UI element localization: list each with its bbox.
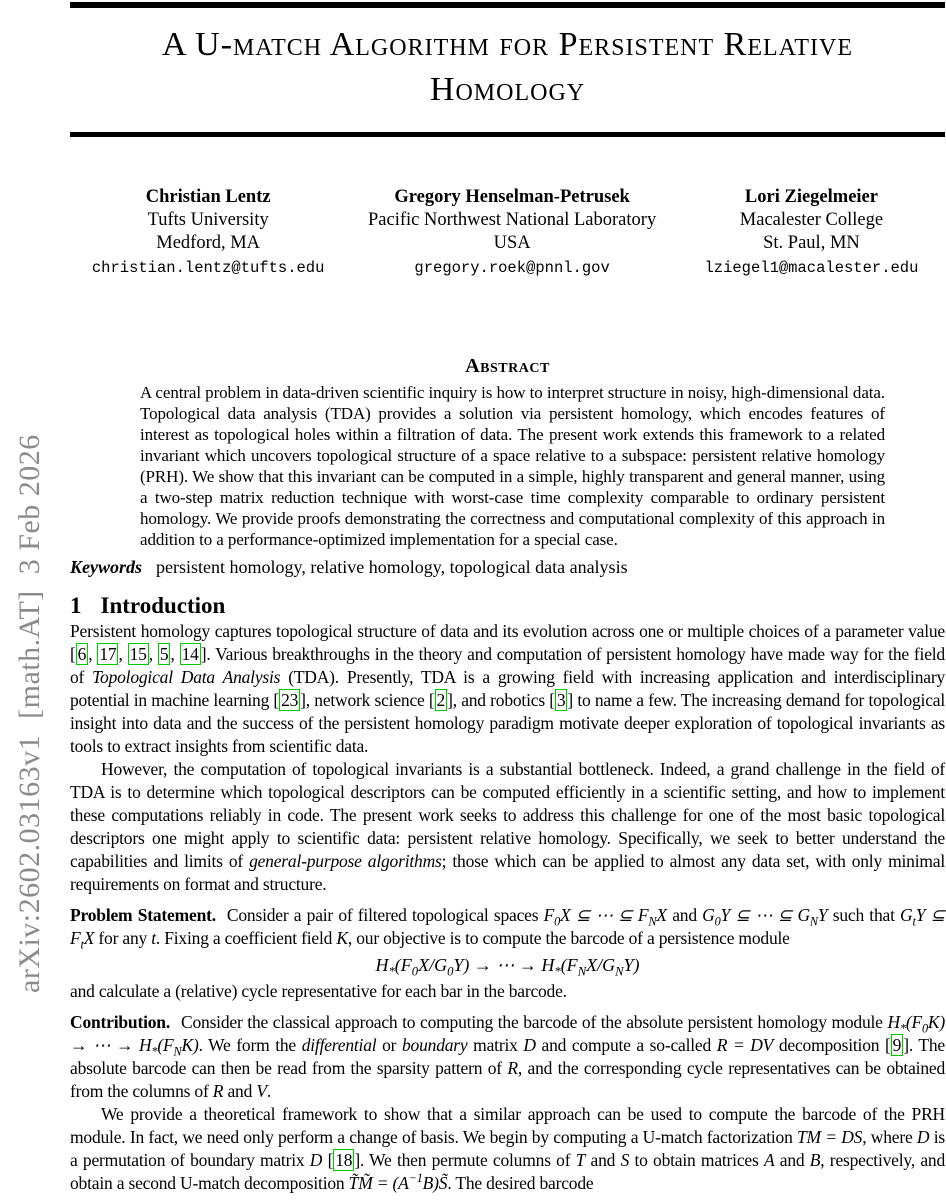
emphasized-text: boundary (402, 1035, 468, 1055)
inline-math: R = DV (716, 1035, 774, 1055)
author-1-location: Medford, MA (156, 233, 261, 253)
author-2 (346, 185, 678, 281)
title-line-1: A U-match Algorithm for Persistent Relative (162, 26, 853, 63)
intro-paragraph-2: However, the computation of topological invariants is a substantial bottleneck. Indeed, a grand challenge in the field of TDA is to determine which topological descriptors can be computed efficiently in a scientific setting, and how to implement these computations reliably in code. The present work seeks to address this challenge for one of the most basic topological descriptors one might apply to scientific data: persistent relative homology. Specifically, we seek to better understand the capabilities and limits of general-purpose algorithms; those which can be applied to almost any data set, with only minimal requirements on format and structure. (70, 759, 946, 894)
intro-paragraph-1: Persistent homology captures topological structure of data and its evolution across one or multiple choices of a parameter value [ 6 , 17 , 15 , 5 , 14 ]. Various breakthroughs in the theory and computation of persistent homology have made way for the field of Topological Data Analysis (TDA). Presently, TDA is a growing field with increasing application and interdisciplinary potential in machine learning [ 23 ], network science [ 2 ], and robotics [ 3 ] to name a few. The increasing demand for topological insight into data and the success of the persistent homology paradigm motivate deeper exploration of topological invariants as tools to extract insights from scientific data. (70, 621, 945, 756)
author-2-location: USA (493, 233, 531, 253)
author-1-affiliation: Tufts University (147, 210, 269, 230)
contribution-paragraph: Contribution. Consider the classical approach to computing the barcode of the absolute persistent homology module $H_*(F_0K)$ → ⋯ → $H_*(F_NK)$. We form the differential or boundary matrix D and compute a so-called R = DV decomposition [ 9 ]. The absolute barcode can then be read from the sparsity pattern of R, and the corresponding cycle representatives can be obtained from the columns of R and V. (70, 1012, 945, 1101)
inline-math: K (336, 928, 348, 948)
author-1 (70, 185, 346, 281)
citation-link[interactable]: 2 (436, 690, 446, 710)
author-1-name: Christian Lentz (145, 187, 271, 207)
inline-math: R (507, 1058, 518, 1078)
citation-link[interactable]: 6 (77, 644, 87, 664)
title-rule-bottom (70, 132, 945, 137)
inline-math: $F_0X$ ⊆ ⋯ ⊆ $F_NX$ (543, 905, 667, 929)
citation-link[interactable]: 14 (181, 644, 199, 664)
author-block (70, 185, 945, 281)
emphasized-text: Topological Data Analysis (92, 667, 281, 687)
section-title: Introduction (100, 593, 226, 618)
paper-title (70, 22, 945, 112)
inline-math: B (809, 1150, 821, 1170)
citation-link[interactable]: 9 (892, 1035, 902, 1055)
inline-math: D (916, 1127, 930, 1147)
abstract-heading: Abstract (465, 355, 550, 377)
citation-link[interactable]: 17 (99, 644, 117, 664)
author-3 (678, 185, 945, 281)
inline-math: D (523, 1035, 536, 1055)
problem-statement-continuation: and calculate a (relative) cycle representative for each bar in the barcode. (70, 981, 567, 1001)
author-2-name: Gregory Henselman-Petrusek (394, 187, 630, 207)
citation-link[interactable]: 18 (335, 1150, 353, 1170)
inline-math: $G_0Y$ ⊆ ⋯ ⊆ $G_NY$ (702, 905, 828, 929)
inline-math: $G_tY$ ⊆ $F_tX$ (70, 905, 945, 952)
title-rule-top (70, 2, 945, 8)
inline-math: S (620, 1150, 630, 1170)
inline-math: A (763, 1150, 775, 1170)
arxiv-watermark: arXiv:2602.03163v1 [math.AT] 3 Feb 2026 (13, 434, 46, 993)
paragraph-lead-label: Problem Statement. (70, 905, 216, 925)
inline-math: $H_*(F_0K)$ → ⋯ → $H_*(F_NK)$ (70, 1012, 945, 1059)
keywords-line (70, 556, 945, 579)
paper-page (70, 0, 945, 1195)
keywords-label: Keywords (70, 557, 142, 577)
final-paragraph: We provide a theoretical framework to show that a similar approach can be used to compute the barcode of the PRH module. In fact, we need only perform a change of basis. We begin by computing a U-match factorization TM = DS, where D is a permutation of boundary matrix D [ 18 ]. We then permute columns of T and S to obtain matrices A and B, respectively, and obtain a second U-match decomposition T̃M̃ = $(A^{-1}B)S̃$. The desired barcode (70, 1104, 945, 1193)
inline-math: V (256, 1081, 267, 1101)
inline-math: T̃M̃ = $(A^{-1}B)S̃$ (348, 1171, 448, 1193)
abstract-text: A central problem in data-driven scientific inquiry is how to interpret structure in noisy, high-dimensional data. Topological data analysis (TDA) provides a solution via persistent homology, which encodes features of interest as topological holes within a filtration of data. The present work extends this framework to a related invariant which uncovers topological structure of a space relative to a subspace: persistent relative homology (PRH). We show that this invariant can be computed in a simple, highly transparent and general manner, using a two-step matrix reduction technique with worst-case time complexity comparable to ordinary persistent homology. We provide proofs demonstrating the correctness and computational complexity of this approach in addition to a performance-optimized implementation for a special case. (140, 383, 885, 549)
emphasized-text: differential (301, 1035, 377, 1055)
inline-math: t (151, 928, 156, 948)
inline-math: T (575, 1150, 586, 1170)
inline-math: TM = DS (797, 1127, 863, 1147)
citation-link[interactable]: 15 (129, 644, 147, 664)
title-line-2: Homology (429, 71, 586, 108)
paragraph-lead-label: Contribution. (70, 1012, 170, 1032)
inline-math: D (309, 1150, 323, 1170)
author-3-affiliation: Macalester College (739, 210, 884, 230)
citation-link[interactable]: 5 (159, 644, 169, 664)
citation-link[interactable]: 3 (556, 690, 566, 710)
author-3-location: St. Paul, MN (763, 233, 860, 253)
problem-statement-paragraph: Problem Statement. Consider a pair of filtered topological spaces $F_0X$ ⊆ ⋯ ⊆ $F_NX$ and $G_0Y$ ⊆ ⋯ ⊆ $G_NY$ such that $G_tY$ ⊆ $F_tX$ for any t. Fixing a coefficient field K, our objective is to compute the barcode of a persistence module (70, 905, 945, 952)
section-number: 1 (70, 593, 82, 618)
citation-link[interactable]: 23 (281, 690, 299, 710)
inline-math: R (212, 1081, 224, 1101)
author-2-email: gregory.roek@pnnl.gov (414, 259, 610, 277)
section-heading-introduction (70, 592, 945, 620)
author-3-email: lziegel1@macalester.edu (704, 259, 919, 277)
persistence-module-formula: $H_*(F_0X/G_0Y)$ → ⋯ → $H_*(F_NX/G_NY)$ (375, 955, 640, 979)
keywords-text: persistent homology, relative homology, topological data analysis (156, 557, 628, 577)
author-1-email: christian.lentz@tufts.edu (91, 259, 325, 277)
emphasized-text: general-purpose algorithms (249, 851, 442, 871)
author-3-name: Lori Ziegelmeier (744, 187, 878, 207)
author-2-affiliation: Pacific Northwest National Laboratory (368, 210, 657, 230)
